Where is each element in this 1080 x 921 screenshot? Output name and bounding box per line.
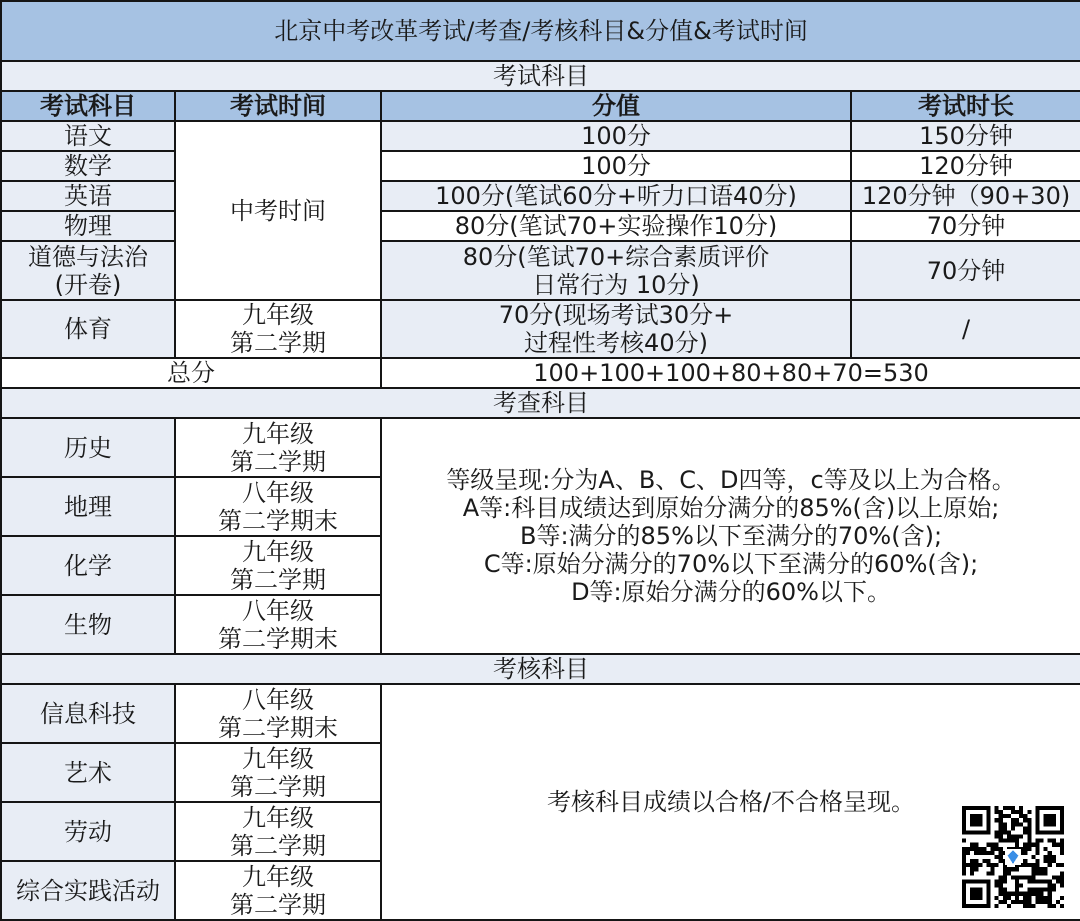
subject-math: 数学 [1, 151, 175, 181]
header-duration: 考试时长 [851, 91, 1080, 121]
time-pe [175, 300, 381, 358]
time-art-line2: 第二学期 [230, 772, 326, 801]
subject-practice: 综合实践活动 [1, 861, 175, 920]
exam-time: 中考时间 [175, 121, 381, 300]
time-history [175, 418, 381, 477]
subject-morality-law-line2: (开卷) [54, 270, 122, 299]
time-geography-line2: 第二学期末 [218, 506, 338, 535]
time-labor [175, 802, 381, 861]
time-geography [175, 477, 381, 536]
time-practice-line1: 九年级 [242, 862, 314, 891]
subject-history: 历史 [1, 418, 175, 477]
subject-geography: 地理 [1, 477, 175, 536]
time-art [175, 743, 381, 802]
subject-pe: 体育 [1, 300, 175, 358]
time-art-line1: 九年级 [242, 744, 314, 773]
score-pe-line2: 过程性考核40分) [524, 329, 708, 357]
subject-biology: 生物 [1, 595, 175, 654]
subject-chemistry: 化学 [1, 536, 175, 595]
total-value: 100+100+100+80+80+70=530 [381, 358, 1080, 388]
time-history-line1: 九年级 [242, 419, 314, 448]
section-assess-heading: 考核科目 [1, 654, 1080, 684]
time-biology-line1: 八年级 [242, 596, 314, 625]
score-morality-law-line2: 日常行为 10分) [532, 270, 700, 299]
subject-labor: 劳动 [1, 802, 175, 861]
header-time: 考试时间 [175, 91, 381, 121]
score-morality-law [381, 241, 851, 300]
time-labor-line2: 第二学期 [230, 831, 326, 860]
score-physics: 80分(笔试70+实验操作10分) [381, 211, 851, 241]
time-history-line2: 第二学期 [230, 447, 326, 476]
review-desc-line1: 等级呈现:分为A、B、C、D四等，c等及以上为合格。 [446, 466, 1016, 494]
time-chemistry-line2: 第二学期 [230, 565, 326, 594]
time-labor-line1: 九年级 [242, 803, 314, 832]
review-desc-line2: A等:科目成绩达到原始分满分的85%(含)以上原始; [462, 494, 1000, 522]
page-title: 北京中考改革考试/考查/考核科目&分值&考试时间 [1, 1, 1080, 61]
score-morality-law-line1: 80分(笔试70+综合素质评价 [462, 242, 770, 271]
time-geography-line1: 八年级 [242, 478, 314, 507]
qr-code-graphic [962, 806, 1064, 908]
time-pe-line1: 九年级 [242, 301, 314, 329]
subject-english: 英语 [1, 181, 175, 211]
time-chemistry [175, 536, 381, 595]
header-subject: 考试科目 [1, 91, 175, 121]
review-desc-line3: B等:满分的85%以下至满分的70%(含); [519, 522, 943, 550]
time-practice-line2: 第二学期 [230, 890, 326, 919]
time-info-tech-line2: 第二学期末 [218, 713, 338, 742]
duration-pe: / [851, 300, 1080, 358]
header-score: 分值 [381, 91, 851, 121]
time-chemistry-line1: 九年级 [242, 537, 314, 566]
subject-art: 艺术 [1, 743, 175, 802]
section-exam-heading: 考试科目 [1, 61, 1080, 91]
qr-code-icon [962, 806, 1064, 908]
score-math: 100分 [381, 151, 851, 181]
time-biology-line2: 第二学期末 [218, 624, 338, 653]
duration-math: 120分钟 [851, 151, 1080, 181]
subject-morality-law [1, 241, 175, 300]
assess-description: 考核科目成绩以合格/不合格呈现。 [381, 684, 1080, 920]
duration-chinese: 150分钟 [851, 121, 1080, 151]
review-desc-line4: C等:原始分满分的70%以下至满分的60%(含); [483, 550, 979, 578]
score-pe [381, 300, 851, 358]
score-english: 100分(笔试60分+听力口语40分) [381, 181, 851, 211]
subject-physics: 物理 [1, 211, 175, 241]
review-desc-line5: D等:原始分满分的60%以下。 [571, 578, 891, 606]
review-description [381, 418, 1080, 654]
total-label: 总分 [1, 358, 381, 388]
subject-morality-law-line1: 道德与法治 [28, 242, 148, 271]
section-review-heading: 考查科目 [1, 388, 1080, 418]
time-info-tech [175, 684, 381, 743]
time-biology [175, 595, 381, 654]
time-pe-line2: 第二学期 [230, 329, 326, 357]
score-pe-line1: 70分(现场考试30分+ [498, 301, 734, 329]
time-info-tech-line1: 八年级 [242, 685, 314, 714]
duration-morality-law: 70分钟 [851, 241, 1080, 300]
subject-chinese: 语文 [1, 121, 175, 151]
subject-info-tech: 信息科技 [1, 684, 175, 743]
time-practice [175, 861, 381, 920]
duration-english: 120分钟（90+30) [851, 181, 1080, 211]
score-chinese: 100分 [381, 121, 851, 151]
duration-physics: 70分钟 [851, 211, 1080, 241]
